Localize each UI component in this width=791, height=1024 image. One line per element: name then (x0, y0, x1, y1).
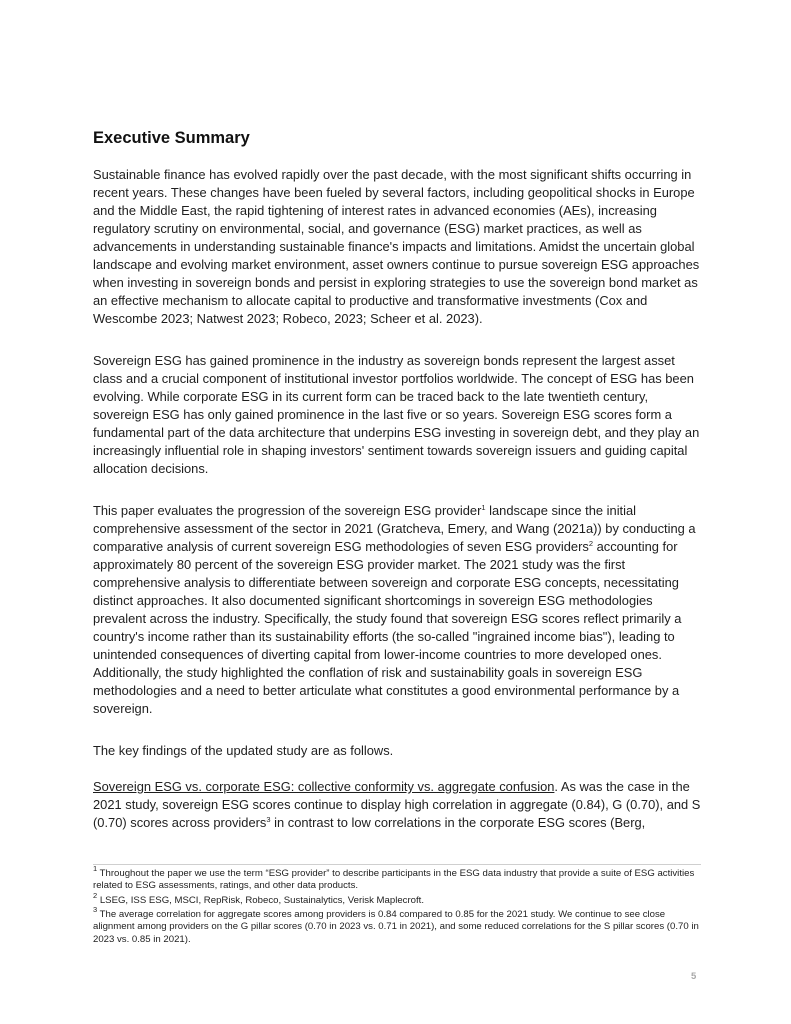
footnote (93, 864, 705, 893)
paragraph-key-findings: The key findings of the updated study are as follows. (93, 743, 394, 758)
footnote-text: LSEG, ISS ESG, MSCI, RepRisk, Robeco, Sustainalytics, Verisk Maplecroft. (97, 895, 425, 906)
paragraph-text: accounting for approximately 80 percent of the sovereign ESG provider market. The 2021 study was the first comprehensive analysis to differentiate between sovereign and corporate ESG concepts, necessitating distinct approaches. It also documented significant shortcomings in sovereign ESG methodologies prevalent across the industry. Specifically, the study found that sovereign ESG scores reflect primarily a country's income rather than its sustainability efforts (the so-called "ingrained income bias"), leading to unintended consequences of diverting capital from lower-income countries to more developed ones. Additionally, the study highlighted the conflation of risk and sustainability goals in sovereign ESG methodologies and a need to better articulate what constitutes a good environmental performance by a sovereign. (93, 539, 682, 716)
footnote-text: Throughout the paper we use the term “ESG provider” to describe participants in the ESG data industry that provide a suite of ESG activities related to ESG assessments, ratings, and other data products. (93, 868, 695, 892)
paragraph-finding-1 (93, 778, 703, 832)
footnote-divider (93, 864, 701, 865)
footnote-number: 3 (93, 905, 98, 914)
footnote-number: 2 (93, 891, 98, 900)
footnote (93, 905, 705, 946)
paragraph-sovereign-esg: Sovereign ESG has gained prominence in the industry as sovereign bonds represent the largest asset class and a crucial component of institutional investor portfolios worldwide. The concept of ESG has been evolving. While corporate ESG in its current form can be traced back to the late twentieth century, sovereign ESG has only gained prominence in the last five or so years. Sovereign ESG scores form a fundamental part of the data architecture that underpins ESG investing in sovereign debt, and they play an increasingly influential role in shaping investors' sentiment towards sovereign issuers and guiding capital allocation decisions. (93, 353, 700, 476)
page-title: Executive Summary (93, 129, 250, 147)
footnote (93, 891, 705, 907)
footnote-ref-2: 2 (588, 539, 593, 548)
paragraph-text: landscape since the initial comprehensive assessment of the sector in 2021 (Gratcheva, Emery, and Wang (2021a)) by conducting a comparative analysis of current sovereign ESG methodologies of seven ESG providers (93, 503, 696, 554)
paragraph-text: in contrast to low correlations in the corporate ESG scores (Berg, (270, 815, 646, 830)
footnote-ref-1: 1 (481, 503, 486, 512)
footnote-text: The average correlation for aggregate scores among providers is 0.84 compared to 0.85 for the 2021 study. We continue to see close alignment among providers on the G pillar scores (0.70 in 2023 vs. 0.71 in 2021), and some reduced correlations for the S pillar scores (0.70 in 2023 vs. 0.85 in 2021). (93, 909, 699, 945)
finding-title: Sovereign ESG vs. corporate ESG: collective conformity vs. aggregate confusion (93, 779, 555, 794)
document-page (93, 0, 701, 1024)
paragraph-text: This paper evaluates the progression of the sovereign ESG provider (93, 503, 482, 518)
page-number: 5 (691, 971, 697, 982)
footnote-ref-3: 3 (266, 815, 271, 824)
paragraph-intro: Sustainable finance has evolved rapidly over the past decade, with the most significant shifts occurring in recent years. These changes have been fueled by several factors, including geopolitical shocks in Europe and the Middle East, the rapid tightening of interest rates in advanced economies (AEs), increasing regulatory scrutiny on environmental, social, and governance (ESG) market practices, as well as advancements in understanding sustainable finance's impacts and limitations. Amidst the uncertain global landscape and evolving market environment, asset owners continue to pursue sovereign ESG approaches when investing in sovereign bonds and persist in exploring strategies to use the sovereign bond market as an effective mechanism to allocate capital to productive and transformative investments (Cox and Wescombe 2023; Natwest 2023; Robeco, 2023; Scheer et al. 2023). (93, 167, 700, 326)
paragraph-evaluation (93, 502, 703, 718)
paragraph-text: . As was the case in the 2021 study, sovereign ESG scores continue to display high correlation in aggregate (0.84), G (0.70), and S (0.70) scores across providers (93, 779, 701, 830)
footnote-number: 1 (93, 864, 98, 873)
